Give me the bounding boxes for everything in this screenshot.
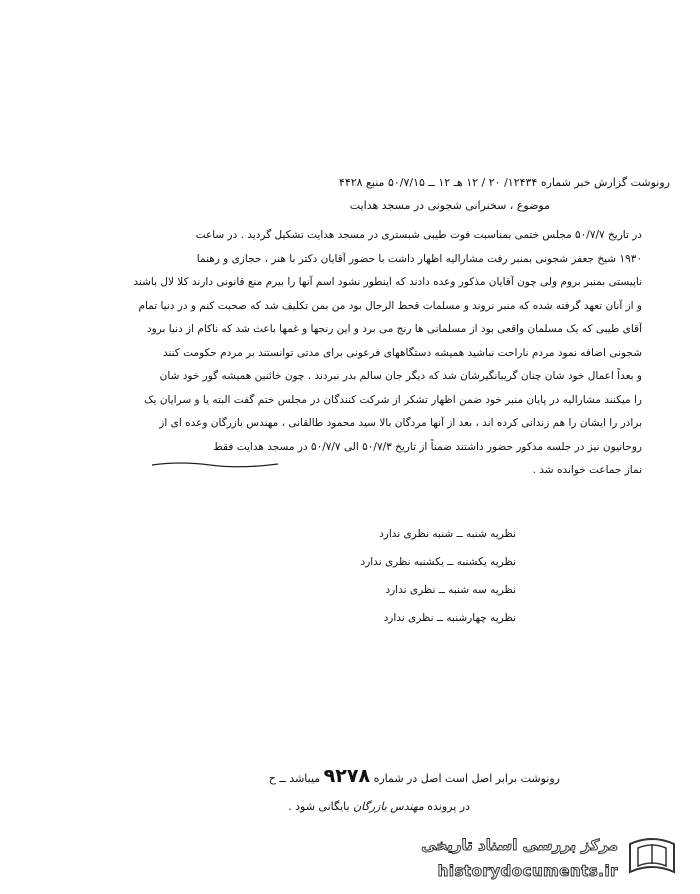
body-line: برادر را ایشان را هم زندانی کرده اند ، بعد از آنها مردگان بالا سید محمود طالقانی ، مهندس بازرگان وعده ای از xyxy=(159,417,642,429)
handwritten-underline xyxy=(150,459,280,469)
footer-file-prefix: در پرونده xyxy=(427,800,470,813)
opinion-item: نظریه چهارشنبه ــ نظری ندارد xyxy=(383,612,516,624)
body-line: در تاریخ ۵۰/۷/۷ مجلس ختمی بمناسبت فوت طیبی شبستری در مسجد هدایت تشکیل گردید . در ساعت xyxy=(195,229,642,241)
body-line: ناپیستی بمنبر بروم ولی چون آقایان مذکور وعده دادند که اینطور نشود اسم آنها را بیرم منع قانونی دارند کلا لال باشند xyxy=(133,276,642,288)
report-header: رونوشت گزارش خبر شماره ۱۲۴۳۴/ ۲۰ / ۱۲ هـ ۱۲ ــ ۵۰/۷/۱۵ منبع ۴۴۲۸ xyxy=(338,176,670,189)
body-line: را میکنند مشارالیه در پایان منبر خود ضمن اظهار تشکر از شرکت کنندگان در مجلس ختم گفت البته یا و سرایان یک xyxy=(144,393,642,406)
body-line: آقای طیبی که یک مسلمان واقعی بود از مسلمانی ها رنج می برد و این رنجها و غمها باعث شد که ناکام از دنیا برود xyxy=(146,323,642,335)
footer-copy-line xyxy=(120,765,560,787)
watermark-title: مرکز بررسی اسناد تاریخی xyxy=(421,836,618,854)
body-line: و بعداً اعمال خود شان چنان گریبانگیرشان شد که دیگر جان سالم بدر نبردند . چون خائنین همیشه گور خود شان xyxy=(159,370,642,382)
opinion-item: نظریه سه شنبه ــ نظری ندارد xyxy=(385,584,516,596)
opinion-item: نظریه یکشنبه ــ یکشنبه نظری ندارد xyxy=(360,556,516,568)
footer-copy-number: ۹۲۷۸ xyxy=(323,765,371,787)
archive-logo-icon xyxy=(624,836,680,880)
footer-file-line xyxy=(210,800,470,813)
report-body xyxy=(42,224,642,483)
watermark-url: historydocuments.ir xyxy=(437,862,618,880)
report-subject: موضوع ، سخنرانی شجونی در مسجد هدایت xyxy=(349,199,550,212)
footer-file-suffix: بایگانی شود . xyxy=(288,800,350,813)
watermark xyxy=(410,832,680,888)
opinion-item: نظریه شنبه ــ شنبه نظری ندارد xyxy=(379,528,516,540)
body-line: ۱۹۳۰ شیخ جعفر شجونی بمنبر رفت مشارالیه اظهار داشت با حضور آقایان دکتر با هنر ، حجازی و رهنما xyxy=(196,252,642,265)
body-line: و از آنان تعهد گرفته شده که منبر نروند و مسلمات قحط الرجال بود من بمن تکلیف شد که صحبت کنم و در دنیا تمام xyxy=(138,299,642,312)
body-line: روحانیون نیز در جلسه مذکور حضور داشتند ضمناً از تاریخ ۵۰/۷/۳ الی ۵۰/۷/۷ در مسجد هدایت فقط xyxy=(213,440,642,453)
footer-copy-suffix: میباشد ــ ح xyxy=(268,772,321,785)
footer-file-handwritten: مهندس بازرگان xyxy=(353,800,424,813)
opinions-list xyxy=(316,520,516,632)
body-line: شجونی اضافه نمود مردم ناراحت نباشید همیشه دستگاههای فرعونی برای مدتی توانستند بر مردم حکومت کنند xyxy=(162,346,642,359)
footer-copy-text: رونوشت برابر اصل است اصل در شماره xyxy=(373,772,560,785)
body-line: نماز جماعت خوانده شد . xyxy=(532,464,642,476)
